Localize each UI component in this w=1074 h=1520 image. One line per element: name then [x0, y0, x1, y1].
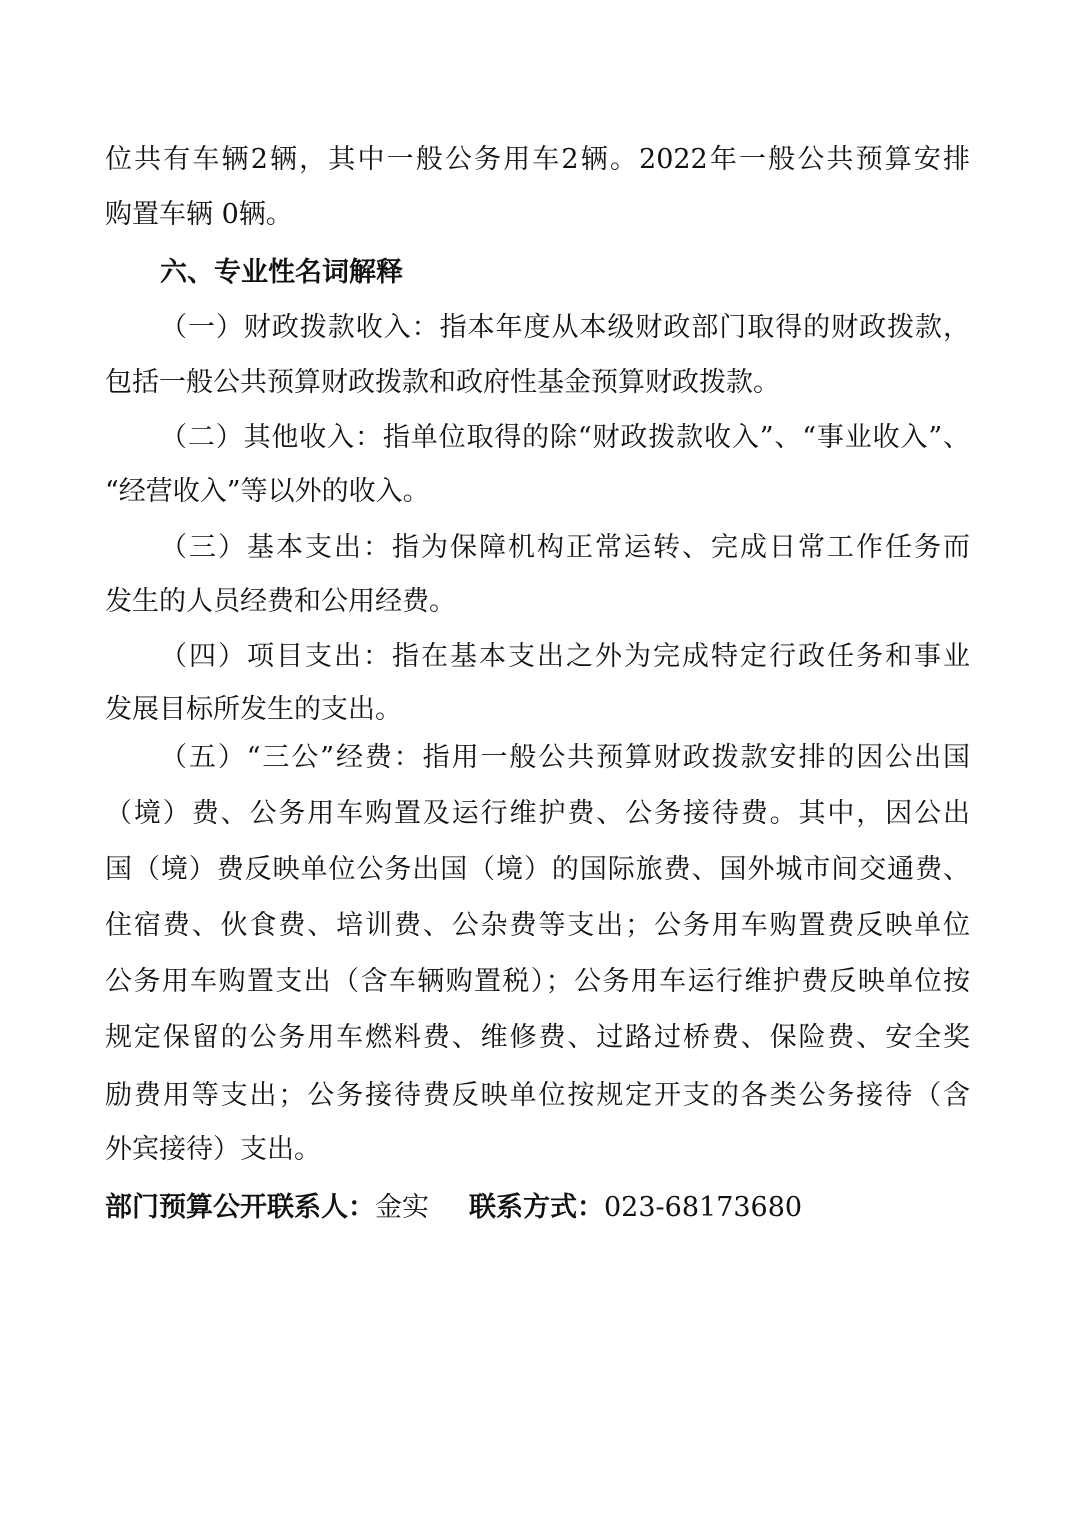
text-line: 位共有车辆2辆，其中一般公务用车2辆。2022年一般公共预算安排 [105, 144, 970, 175]
text-line: 住宿费、伙食费、培训费、公杂费等支出；公务用车购置费反映单位 [105, 910, 970, 941]
text-line: 国（境）费反映单位公务出国（境）的国际旅费、国外城市间交通费、 [105, 854, 970, 885]
contact-line [105, 1190, 802, 1226]
section-heading: 六、专业性名词解释 [160, 257, 403, 288]
text-line: 规定保留的公务用车燃料费、维修费、过路过桥费、保险费、安全奖 [105, 1022, 970, 1053]
text-line: 外宾接待）支出。 [105, 1134, 321, 1165]
text-line: 购置车辆 0辆。 [105, 199, 293, 230]
text-line: 公务用车购置支出（含车辆购置税）；公务用车运行维护费反映单位按 [105, 966, 970, 997]
text-line: （三）基本支出：指为保障机构正常运转、完成日常工作任务而 [160, 532, 970, 563]
text-line: 发生的人员经费和公用经费。 [105, 586, 456, 617]
contact-phone-label: 联系方式： [469, 1192, 604, 1223]
contact-person-label: 部门预算公开联系人： [105, 1192, 375, 1223]
text-line: 励费用等支出；公务接待费反映单位按规定开支的各类公务接待（含 [105, 1080, 970, 1111]
text-line: （一）财政拨款收入：指本年度从本级财政部门取得的财政拨款， [160, 312, 970, 343]
text-line: （二）其他收入：指单位取得的除“财政拨款收入”、“事业收入”、 [160, 422, 970, 453]
contact-phone: 023-68173680 [604, 1192, 803, 1223]
text-line: “经营收入”等以外的收入。 [105, 476, 430, 507]
text-line: （境）费、公务用车购置及运行维护费、公务接待费。其中，因公出 [105, 798, 970, 829]
text-line: （五）“三公”经费：指用一般公共预算财政拨款安排的因公出国 [160, 742, 970, 773]
text-line: （四）项目支出：指在基本支出之外为完成特定行政任务和事业 [160, 641, 970, 672]
contact-person: 金实 [375, 1192, 429, 1223]
text-line: 包括一般公共预算财政拨款和政府性基金预算财政拨款。 [105, 367, 780, 398]
text-line: 发展目标所发生的支出。 [105, 694, 402, 725]
